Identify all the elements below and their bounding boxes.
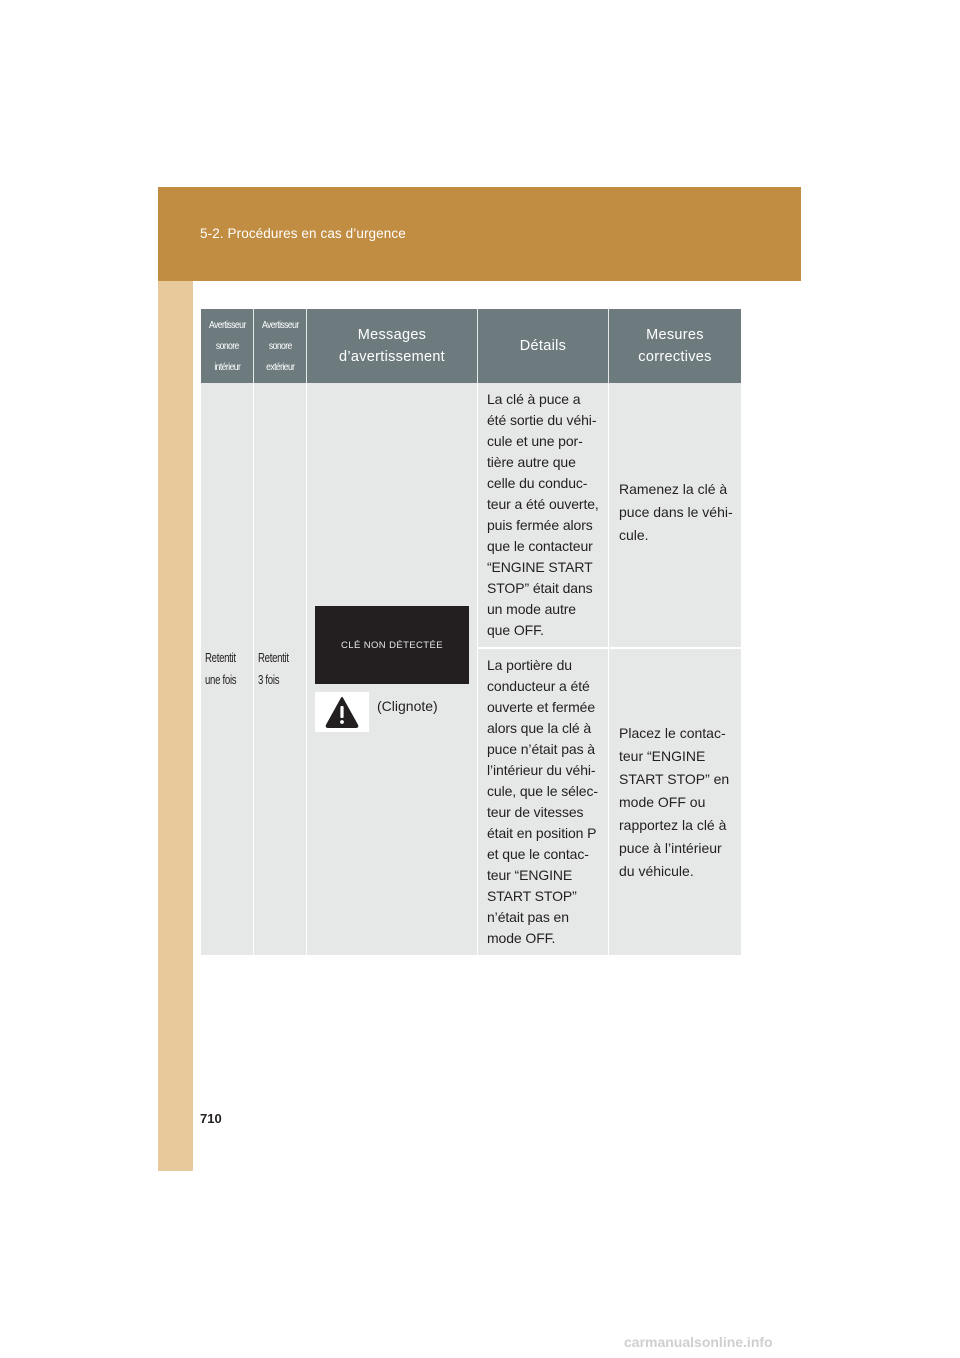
- display-screen: [315, 606, 469, 684]
- section-title: 5-2. Procédures en cas d’urgence: [200, 226, 406, 241]
- exterior-buzzer-cell: Retentit 3 fois: [254, 383, 307, 957]
- header-exterior-buzzer: Avertisseur sonore extérieur: [254, 309, 307, 383]
- measures-cell: Placez le contac- teur “ENGINE START STOP” en mode OFF ou rapportez la clé à puce à l’intérieur du véhicule.: [609, 649, 741, 957]
- warning-indicator: [315, 692, 477, 732]
- warning-triangle-icon: [325, 696, 359, 728]
- watermark: carmanualsonline.info: [624, 1334, 773, 1350]
- page-number: 710: [200, 1111, 222, 1126]
- message-cell: [307, 383, 478, 957]
- measures-cell: Ramenez la clé à puce dans le véhi- cule.: [609, 383, 741, 649]
- details-cell: La portière du conducteur a été ouverte et fermée alors que la clé à puce n’était pas à l’intérieur du véhi- cule, que le sélec- teur de vitesses était en position P et que le contac- teur “ENGINE START STOP” n’était pas en mode OFF.: [478, 649, 609, 957]
- interior-buzzer-cell: Retentit une fois: [201, 383, 254, 957]
- table-header-row: [201, 309, 741, 383]
- display-message: CLÉ NON DÉTECTÉE: [341, 639, 443, 651]
- details-cell: La clé à puce a été sortie du véhi- cule et une por- tière autre que celle du conduc- teur a été ouverte, puis fermée alors que le contacteur “ENGINE START STOP” était dans un mode autre que OFF.: [478, 383, 609, 649]
- warning-table: [201, 309, 741, 957]
- header-details: Détails: [478, 309, 609, 383]
- warning-icon-box: [315, 692, 369, 732]
- header-measures: Mesures correctives: [609, 309, 741, 383]
- side-strip: [158, 187, 193, 1171]
- table-row: [201, 383, 741, 649]
- header-interior-buzzer: Avertisseur sonore intérieur: [201, 309, 254, 383]
- header-messages: Messages d’avertissement: [307, 309, 478, 383]
- blink-label: (Clignote): [377, 697, 438, 714]
